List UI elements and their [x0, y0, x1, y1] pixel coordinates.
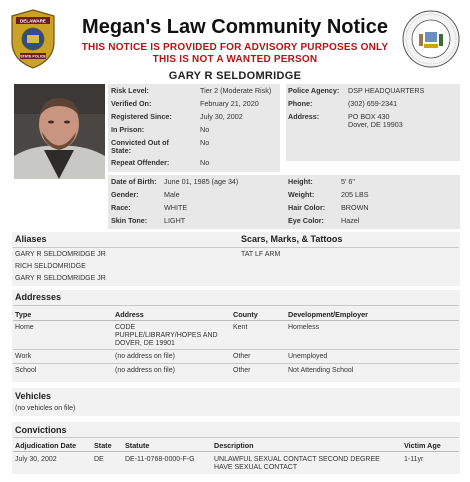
state-seal	[402, 10, 460, 68]
gender-value: Male	[164, 190, 180, 199]
in-prison-value: No	[200, 125, 210, 134]
gender-label: Gender:	[111, 190, 139, 199]
height-label: Height:	[288, 177, 313, 186]
conviction-row-state: DE	[94, 456, 104, 463]
conviction-col-statute: Statute	[125, 441, 150, 450]
advisory-line-2: THIS IS NOT A WANTED PERSON	[152, 54, 318, 65]
convicted-label-1: Convicted Out of	[111, 138, 169, 147]
eye-color-label: Eye Color:	[288, 216, 324, 225]
risk-level-value: Tier 2 (Moderate Risk)	[200, 86, 272, 95]
address-row-development: Homeless	[288, 324, 320, 331]
conviction-col-victim-age: Victim Age	[404, 441, 441, 450]
advisory-text	[60, 42, 410, 66]
address-row-divider	[13, 349, 459, 350]
address-row-line: CODE	[115, 324, 136, 331]
verified-value: February 21, 2020	[200, 99, 259, 108]
address-label: Address:	[288, 112, 320, 121]
address-col-development: Development/Employer	[288, 310, 368, 319]
address-row-development: Not Attending School	[288, 367, 354, 374]
conviction-row-statute: DE-11-0768-0000-F-G	[125, 456, 195, 463]
address-header-divider	[13, 320, 459, 321]
convictions-divider	[13, 437, 459, 438]
repeat-offender-label: Repeat Offender:	[111, 158, 170, 167]
registered-label: Registered Since:	[111, 112, 172, 121]
offender-name: GARY R SELDOMRIDGE	[168, 70, 302, 82]
registered-value: July 30, 2002	[200, 112, 243, 121]
aliases-divider	[13, 247, 459, 248]
phone-label: Phone:	[288, 99, 313, 108]
address-col-address: Address	[115, 310, 144, 319]
phone-value: (302) 659-2341	[348, 99, 398, 108]
height-value: 5' 6"	[341, 177, 355, 186]
convictions-title: Convictions	[15, 425, 67, 435]
hair-color-value: BROWN	[341, 203, 369, 212]
skin-tone-value: LIGHT	[164, 216, 186, 225]
address-row-development: Unemployed	[288, 353, 328, 360]
address-row-county: Other	[233, 353, 251, 360]
conviction-header-divider	[13, 451, 459, 452]
agency-address-line-1: PO BOX 430	[348, 112, 390, 121]
hair-color-label: Hair Color:	[288, 203, 326, 212]
address-row-line: PURPLE/LIBRARY/HOPES AND	[115, 332, 218, 339]
scar-item: TAT LF ARM	[241, 251, 281, 258]
police-agency-value: DSP HEADQUARTERS	[348, 86, 425, 95]
notice-title: Megan's Law Community Notice	[82, 16, 388, 38]
badge-text-top: DELAWARE	[19, 18, 47, 24]
alias-item: GARY R SELDOMRIDGE JR	[15, 251, 106, 258]
alias-item: RICH SELDOMRIDGE	[15, 263, 86, 270]
dob-label: Date of Birth:	[111, 177, 157, 186]
address-row-county: Kent	[233, 324, 248, 331]
scars-title: Scars, Marks, & Tattoos	[241, 234, 343, 244]
addresses-title: Addresses	[15, 292, 62, 302]
conviction-col-description: Description	[214, 441, 254, 450]
eye-color-value: Hazel	[341, 216, 360, 225]
convicted-value: No	[200, 138, 210, 147]
address-row-divider	[13, 363, 459, 364]
address-row-type: Work	[15, 353, 32, 360]
conviction-row-description: HAVE SEXUAL CONTACT	[214, 464, 298, 471]
conviction-col-state: State	[94, 441, 112, 450]
address-row-line: (no address on file)	[115, 353, 175, 360]
address-row-type: School	[15, 367, 37, 374]
weight-value: 205 LBS	[341, 190, 369, 199]
convicted-label-2: State:	[111, 146, 131, 155]
address-col-type: Type	[15, 310, 32, 319]
race-label: Race:	[111, 203, 131, 212]
vehicles-section	[12, 388, 460, 416]
vehicles-title: Vehicles	[15, 391, 52, 401]
conviction-row-date: July 30, 2002	[15, 456, 57, 463]
repeat-offender-value: No	[200, 158, 210, 167]
physical-panel	[108, 175, 460, 229]
verified-label: Verified On:	[111, 99, 152, 108]
race-value: WHITE	[164, 203, 188, 212]
state-police-badge	[8, 8, 58, 70]
skin-tone-label: Skin Tone:	[111, 216, 148, 225]
offender-photo	[14, 84, 105, 179]
alias-item: GARY R SELDOMRIDGE JR	[15, 275, 106, 282]
agency-address-line-2: Dover, DE 19903	[348, 120, 403, 129]
dob-value: June 01, 1985 (age 34)	[164, 177, 239, 186]
in-prison-label: In Prison:	[111, 125, 145, 134]
address-row-line: DOVER, DE 19901	[115, 340, 175, 347]
address-row-county: Other	[233, 367, 251, 374]
police-agency-label: Police Agency:	[288, 86, 340, 95]
address-row-type: Home	[15, 324, 34, 331]
risk-level-label: Risk Level:	[111, 86, 149, 95]
weight-label: Weight:	[288, 190, 315, 199]
address-row-line: (no address on file)	[115, 367, 175, 374]
advisory-line-1: THIS NOTICE IS PROVIDED FOR ADVISORY PURPOSES ONLY	[81, 42, 389, 53]
conviction-row-victim-age: 1-11yr	[404, 456, 424, 463]
conviction-col-date: Adjudication Date	[15, 441, 77, 450]
address-col-county: County	[233, 310, 258, 319]
badge-text-bottom: STATE POLICE	[20, 54, 46, 59]
vehicles-none: (no vehicles on file)	[15, 405, 76, 412]
aliases-title: Aliases	[15, 234, 47, 244]
addresses-divider	[13, 305, 459, 306]
conviction-row-description: UNLAWFUL SEXUAL CONTACT SECOND DEGREE	[214, 456, 380, 463]
